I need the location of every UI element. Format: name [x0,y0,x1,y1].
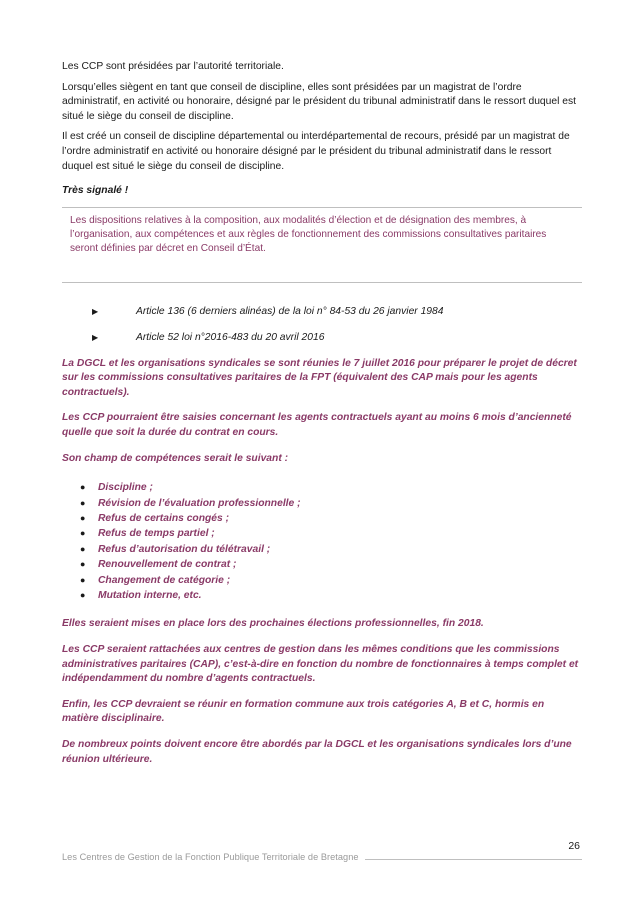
bullet-icon: ● [80,482,86,493]
bullet-icon: ● [80,497,86,508]
list-item: ● Refus d’autorisation du télétravail ; [80,543,271,555]
note: La DGCL et les organisations syndicales se sont réunies le 7 juillet 2016 pour préparer le projet de décret sur les commissions consultatives paritaires de la FPT (équivalent des CAP mais pour les agents contractuels). [62,357,577,398]
list-item: ● Refus de certains congés ; [80,512,230,524]
bullet-icon: ● [80,512,86,523]
reference-item [92,331,582,346]
note: De nombreux points doivent encore être abordés par la DGCL et les organisations syndicales lors d’une réunion ultérieure. [62,738,572,765]
bullet-icon: ● [80,528,86,539]
note: Enfin, les CCP devraient se réunir en formation commune aux trois catégories A, B et C, hormis en matière disciplinaire. [62,698,545,725]
page-number: 26 [568,840,580,852]
note: Elles seraient mises en place lors des prochaines élections professionnelles, fin 2018. [62,618,484,630]
list-item: ● Mutation interne, etc. [80,589,202,601]
footer-rule [365,859,582,860]
paragraph: Les CCP sont présidées par l’autorité territoriale. [62,61,284,72]
info-box-text: Les dispositions relatives à la composition, aux modalités d’élection et de désignation des membres, à l’organisation, aux compétences et aux règles de fonctionnement des commissions consultatives paritaires seront définies par décret en Conseil d’État. [70,214,547,255]
triangle-right-icon: ▶ [92,307,99,317]
note: Les CCP seraient rattachées aux centres de gestion dans les mêmes conditions que les commissions administratives paritaires (CAP), c’est-à-dire en fonction du nombre de fonctionnaires à temps complet et indépendamment du nombre d’agents contractuels. [62,643,579,685]
list-item: ● Changement de catégorie ; [80,574,231,586]
note: Les CCP pourraient être saisies concernant les agents contractuels ayant au moins 6 mois d’ancienneté quelle que soit la durée du contrat en cours. [62,412,572,438]
bullet-icon: ● [80,574,86,585]
bullet-icon: ● [80,589,86,600]
footer-text: Les Centres de Gestion de la Fonction Publique Territoriale de Bretagne [62,852,359,862]
reference-item [92,305,582,320]
paragraph: Il est créé un conseil de discipline départemental ou interdépartemental de recours, présidé par un magistrat de l’ordre administratif en activité ou honoraire désigné par le président du tribunal administratif dans le ressort duquel est situé le siège du conseil de discipline. [62,131,570,172]
highlight-title: Très signalé ! [62,185,129,197]
list-item: ● Renouvellement de contrat ; [80,559,237,571]
info-box [62,207,582,284]
list-item: ● Révision de l’évaluation professionnelle ; [80,497,301,509]
paragraph: Lorsqu’elles siègent en tant que conseil de discipline, elles sont présidées par un magistrat de l’ordre administratif, en activité ou honoraire, désigné par le président du tribunal administratif dans le ressort duquel est situé le siège du conseil de discipline. [62,81,576,122]
list-item: ● Refus de temps partiel ; [80,528,215,540]
footer [62,852,582,862]
reference-list [92,305,582,345]
triangle-right-icon: ▶ [92,332,99,342]
list-item: ● Discipline ; [80,482,153,494]
reference-text: Article 52 loi n°2016-483 du 20 avril 2016 [136,331,325,343]
reference-text: Article 136 (6 derniers alinéas) de la loi n° 84-53 du 26 janvier 1984 [136,306,444,318]
bullet-icon: ● [80,543,86,554]
note: Son champ de compétences serait le suivant : [62,452,289,464]
bullet-icon: ● [80,559,86,570]
page-body [62,60,582,778]
competence-list [80,480,582,603]
